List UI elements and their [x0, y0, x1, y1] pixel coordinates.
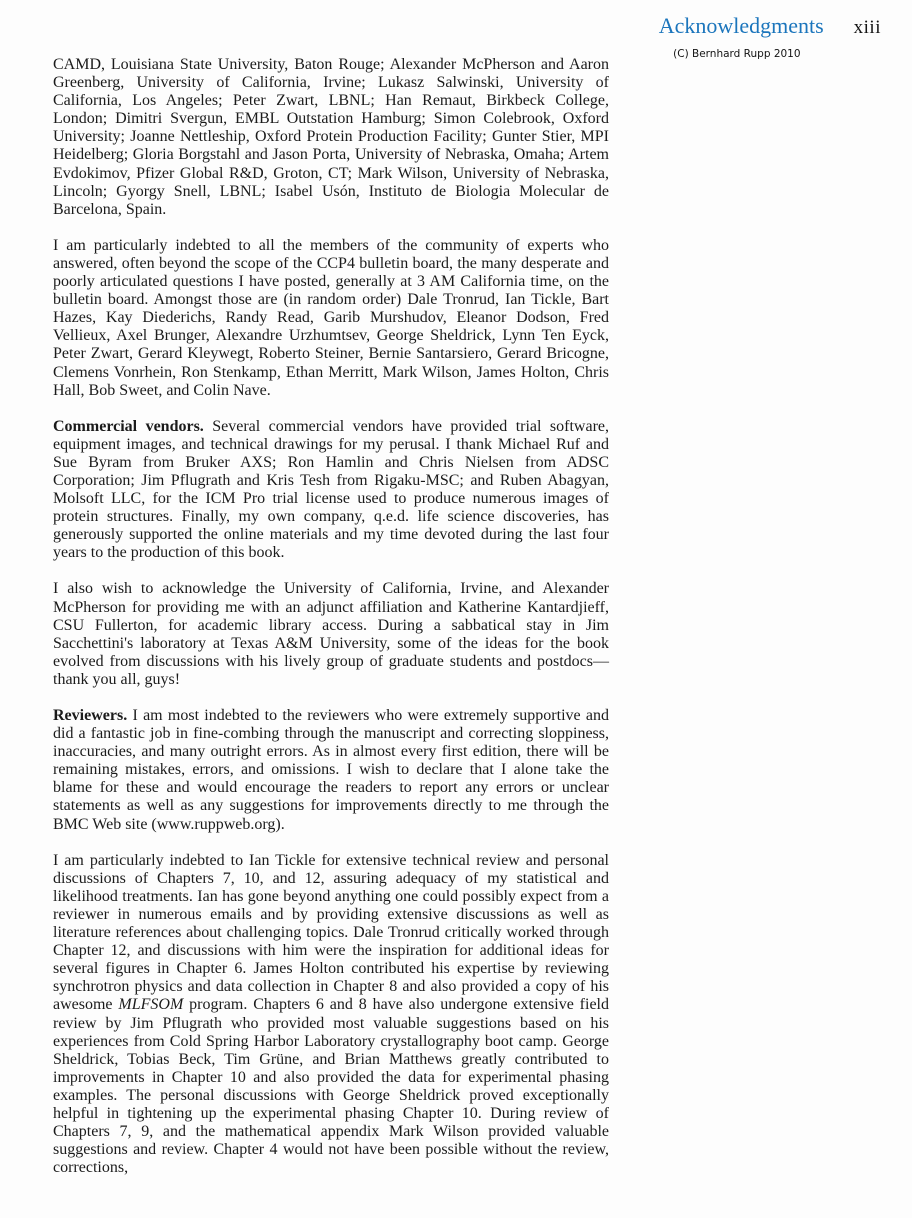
text-segment: I also wish to acknowledge the University of California, Irvine, and Alexander McPherson for providing me with an adjunct affiliation and Katherine Kantardjieff, CSU Fullerton, for academic library access. During a sabbatical stay in Jim Sacchettini's laboratory at Texas A&M University, some of the ideas for the book evolved from discussions with his lively group of graduate students and postdocs—thank you all, guys! [53, 580, 609, 688]
text-segment: program. Chapters 6 and 8 have also undergone extensive field review by Jim Pflugrath who provided most valuable suggestions based on his experiences from Cold Spring Harbor Laboratory crystallography boot camp. George Sheldrick, Tobias Beck, Tim Grüne, and Brian Matthews greatly contributed to improvements in Chapter 10 and also provided the data for experimental phasing examples. The personal discussions with George Sheldrick proved exceptionally helpful in tightening up the experimental phasing Chapter 10. During review of Chapters 7, 9, and the mathematical appendix Mark Wilson provided valuable suggestions and review. Chapter 4 would not have been possible without the review, corrections, [53, 996, 610, 1177]
acknowledgments-text [53, 56, 609, 1195]
paragraph-4 [53, 580, 609, 689]
paragraph-3 [53, 418, 609, 563]
paragraph-6 [53, 852, 609, 1178]
running-head [659, 13, 881, 39]
page-number: xiii [853, 17, 881, 38]
page-header [659, 13, 881, 60]
text-segment: CAMD, Louisiana State University, Baton Rouge; Alexander McPherson and Aaron Greenberg, University of California, Irvine; Lukasz Salwinski, University of California, Los Angeles; Peter Zwart, LBNL; Han Remaut, Birkbeck College, London; Dimitri Svergun, EMBL Outstation Hamburg; Simon Colebrook, Oxford University; Joanne Nettleship, Oxford Protein Production Facility; Gunter Stier, MPI Heidelberg; Gloria Borgstahl and Jason Porta, University of Nebraska, Omaha; Artem Evdokimov, Pfizer Global R&D, Groton, CT; Mark Wilson, University of Nebraska, Lincoln; Gyorgy Snell, LBNL; Isabel Usón, Instituto de Biologia Molecular de Barcelona, Spain. [53, 56, 609, 218]
paragraph-1 [53, 56, 609, 219]
text-segment: I am particularly indebted to Ian Tickle for extensive technical review and personal discussions of Chapters 7, 10, and 12, assuring adequacy of my statistical and likelihood treatments. Ian has gone beyond anything one could possibly expect from a reviewer in numerous emails and by providing extensive discussions as well as literature references about challenging topics. Dale Tronrud critically worked through Chapter 12, and discussions with him were the inspiration for additional ideas for several figures in Chapter 6. James Holton contributed his expertise by reviewing synchrotron physics and data collection in Chapter 8 and also provided a copy of his awesome [53, 851, 609, 1014]
text-segment: Commercial vendors. [53, 417, 213, 435]
text-segment: MLFSOM [118, 996, 184, 1014]
text-segment: I am particularly indebted to all the members of the community of experts who answered, often beyond the scope of the CCP4 bulletin board, the many desperate and poorly articulated questions I have posted, generally at 3 AM California time, on the bulletin board. Amongst those are (in random order) Dale Tronrud, Ian Tickle, Bart Hazes, Kay Diederichs, Randy Read, Garib Murshudov, Eleanor Dodson, Fred Vellieux, Axel Brunger, Alexandre Urzhumtsev, George Sheldrick, Lynn Ten Eyck, Peter Zwart, Gerard Kleywegt, Roberto Steiner, Bernie Santarsiero, Gerard Bricogne, Clemens Vonrhein, Ron Stenkamp, Ethan Merritt, Mark Wilson, James Holton, Chris Hall, Bob Sweet, and Colin Nave. [53, 236, 609, 399]
text-segment: Reviewers. [53, 707, 133, 724]
page-title: Acknowledgments [658, 13, 824, 38]
paragraph-2 [53, 237, 609, 400]
paragraph-5 [53, 707, 609, 834]
copyright-notice: (C) Bernhard Rupp 2010 [673, 48, 801, 60]
text-segment: Several commercial vendors have provided trial software, equipment images, and technical drawings for my perusal. I thank Michael Ruf and Sue Byram from Bruker AXS; Ron Hamlin and Chris Nielsen from ADSC Corporation; Jim Pflugrath and Kris Tesh from Rigaku-MSC; and Ruben Abagyan, Molsoft LLC, for the ICM Pro trial license used to produce numerous images of protein structures. Finally, my own company, q.e.d. life science discoveries, has generously supported the online materials and my time devoted during the last four years to the production of this book. [53, 417, 610, 562]
text-segment: I am most indebted to the reviewers who were extremely supportive and did a fantastic job in fine-combing through the manuscript and correcting sloppiness, inaccuracies, and many outright errors. As in almost every first edition, there will be remaining mistakes, errors, and omissions. I wish to declare that I alone take the blame for these and would encourage the readers to report any errors or unclear statements as well as any suggestions for improvements directly to me through the BMC Web site (www.ruppweb.org). [53, 707, 609, 833]
